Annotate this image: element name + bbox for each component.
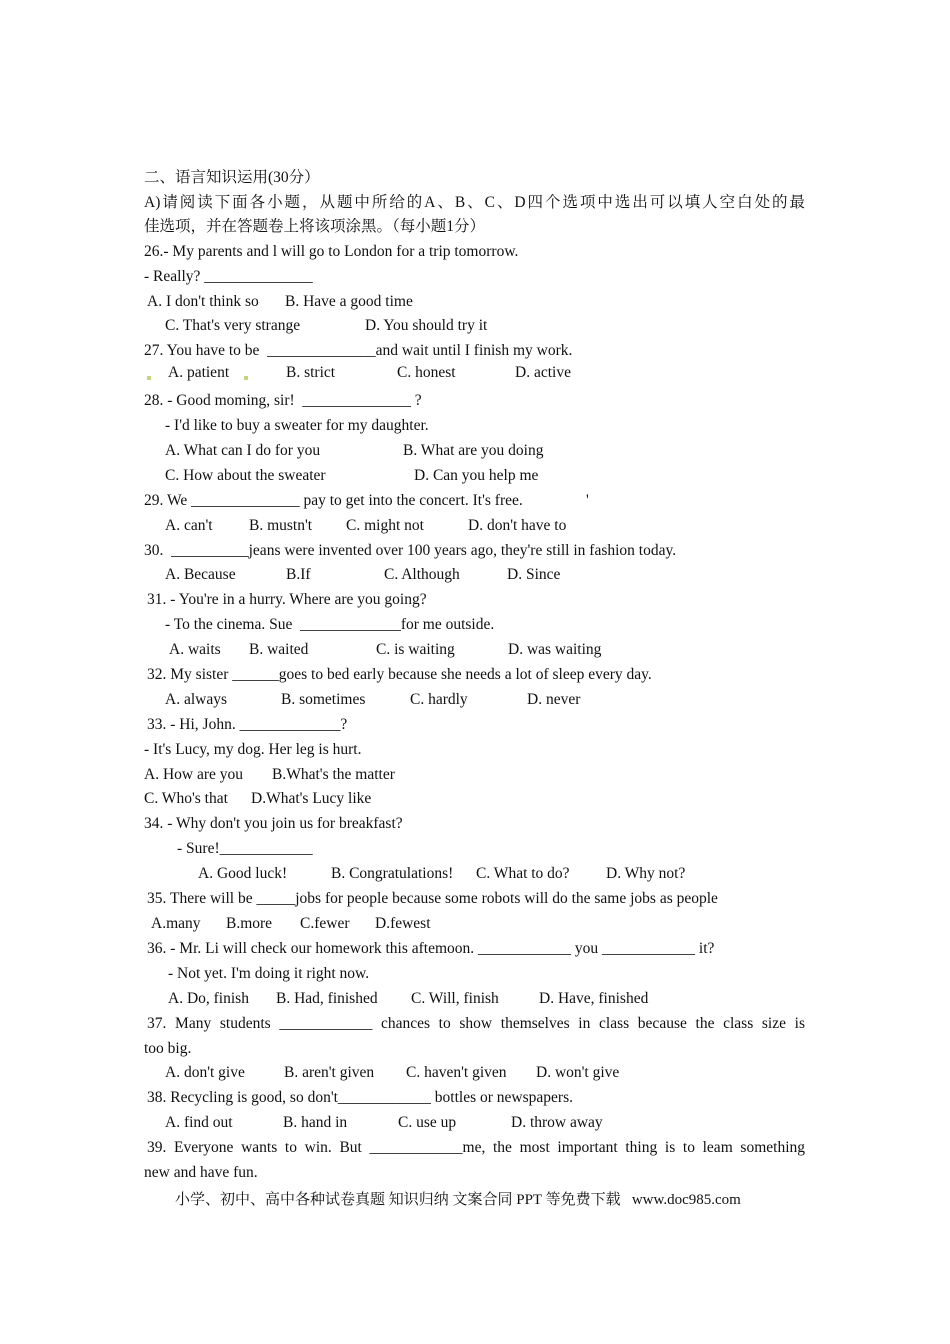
section-instruction-line-1: A)请阅读下面各小题，从题中所给的A、B、C、D四个选项中选出可以填人空白处的最 [144, 194, 805, 211]
question-26-reply: - Really? ______________ [144, 268, 313, 285]
question-30-option-c: C. Although [384, 566, 460, 583]
question-31-option-b: B. waited [249, 641, 309, 658]
question-33-option-b: B.What's the matter [272, 766, 395, 783]
question-28-stem: 28. - Good moming, sir! ______________ ? [144, 392, 422, 409]
question-29-option-a: A. can't [165, 517, 213, 534]
question-27-option-b: B. strict [286, 364, 336, 381]
stray-mark: ' [586, 492, 589, 509]
question-37-stem-line-2: too big. [144, 1040, 192, 1057]
question-36-option-c: C. Will, finish [411, 990, 499, 1007]
question-32-option-c: C. hardly [410, 691, 468, 708]
question-38-stem: 38. Recycling is good, so don't____________ bottles or newspapers. [147, 1089, 573, 1106]
question-28-option-a: A. What can I do for you [165, 442, 321, 459]
scan-dot [147, 376, 151, 380]
question-33-stem: 33. - Hi, John. _____________? [147, 716, 348, 733]
question-27-option-d: D. active [515, 364, 571, 381]
question-39-stem-line-2: new and have fun. [144, 1164, 258, 1181]
question-34-option-b: B. Congratulations! [331, 865, 454, 882]
question-27-option-a: A. patient [168, 364, 230, 381]
question-38-option-a: A. find out [165, 1114, 233, 1131]
question-30-option-b: B.If [286, 566, 311, 583]
question-36-reply: - Not yet. I'm doing it right now. [168, 965, 370, 982]
question-29-stem: 29. We ______________ pay to get into the concert. It's free. [144, 492, 523, 509]
question-26-option-d: D. You should try it [365, 317, 488, 334]
question-35-option-a: A.many [151, 915, 201, 932]
question-37-option-a: A. don't give [165, 1064, 245, 1081]
question-35-stem: 35. There will be _____jobs for people because some robots will do the same jobs as people [147, 890, 718, 907]
question-29-option-c: C. might not [346, 517, 424, 534]
question-37-option-d: D. won't give [536, 1064, 620, 1081]
question-33-option-c: C. Who's that [144, 790, 228, 807]
question-26-option-a: A. I don't think so [147, 293, 259, 310]
question-37-stem-line-1: 37. Many students ____________ chances to show themselves in class because the class size is [147, 1015, 805, 1032]
question-33-reply: - It's Lucy, my dog. Her leg is hurt. [144, 741, 362, 758]
question-33-option-a: A. How are you [144, 766, 244, 783]
question-32-option-b: B. sometimes [281, 691, 366, 708]
question-34-option-a: A. Good luck! [198, 865, 288, 882]
question-38-option-c: C. use up [398, 1114, 457, 1131]
question-39-stem-line-1: 39. Everyone wants to win. But ____________me, the most important thing is to leam something [147, 1139, 805, 1156]
question-31-reply: - To the cinema. Sue _____________for me outside. [165, 616, 495, 633]
question-26-stem: 26.- My parents and l will go to London for a trip tomorrow. [144, 243, 519, 260]
question-36-option-d: D. Have, finished [539, 990, 649, 1007]
question-28-option-d: D. Can you help me [414, 467, 539, 484]
section-instruction-line-2: 佳选项，并在答题卷上将该项涂黑。（每小题1分） [144, 218, 486, 235]
question-36-option-b: B. Had, finished [276, 990, 378, 1007]
question-27-option-c: C. honest [397, 364, 456, 381]
question-32-stem: 32. My sister ______goes to bed early because she needs a lot of sleep every day. [147, 666, 652, 683]
question-32-option-a: A. always [165, 691, 227, 708]
question-35-option-c: C.fewer [300, 915, 350, 932]
question-26-option-c: C. That's very strange [165, 317, 301, 334]
question-34-option-d: D. Why not? [606, 865, 686, 882]
question-37-option-c: C. haven't given [406, 1064, 507, 1081]
question-36-stem: 36. - Mr. Li will check our homework this aftemoon. ____________ you ____________ it? [147, 940, 715, 957]
question-34-stem: 34. - Why don't you join us for breakfast? [144, 815, 403, 832]
question-38-option-b: B. hand in [283, 1114, 348, 1131]
question-34-reply: - Sure!____________ [177, 840, 313, 857]
question-28-option-b: B. What are you doing [403, 442, 544, 459]
question-31-option-d: D. was waiting [508, 641, 602, 658]
question-34-option-c: C. What to do? [476, 865, 570, 882]
question-29-option-d: D. don't have to [468, 517, 567, 534]
question-29-option-b: B. mustn't [249, 517, 313, 534]
question-35-option-b: B.more [226, 915, 273, 932]
question-31-stem: 31. - You're in a hurry. Where are you going? [147, 591, 427, 608]
question-31-option-a: A. waits [169, 641, 221, 658]
question-30-option-d: D. Since [507, 566, 561, 583]
question-26-option-b: B. Have a good time [285, 293, 413, 310]
question-30-stem: 30. __________jeans were invented over 100 years ago, they're still in fashion today. [144, 542, 677, 559]
question-28-reply: - I'd like to buy a sweater for my daughter. [165, 417, 429, 434]
section-title: 二、语言知识运用(30分） [144, 169, 320, 186]
question-27-stem: 27. You have to be ______________and wait until I finish my work. [144, 342, 573, 359]
question-30-option-a: A. Because [165, 566, 236, 583]
question-36-option-a: A. Do, finish [168, 990, 249, 1007]
page-footer: 小学、初中、高中各种试卷真题 知识归纳 文案合同 PPT 等免费下载 www.doc985.com [175, 1192, 741, 1208]
question-31-option-c: C. is waiting [376, 641, 455, 658]
question-32-option-d: D. never [527, 691, 581, 708]
question-38-option-d: D. throw away [511, 1114, 603, 1131]
question-33-option-d: D.What's Lucy like [251, 790, 372, 807]
question-28-option-c: C. How about the sweater [165, 467, 326, 484]
scan-dot [244, 376, 248, 380]
question-37-option-b: B. aren't given [284, 1064, 375, 1081]
question-35-option-d: D.fewest [375, 915, 431, 932]
